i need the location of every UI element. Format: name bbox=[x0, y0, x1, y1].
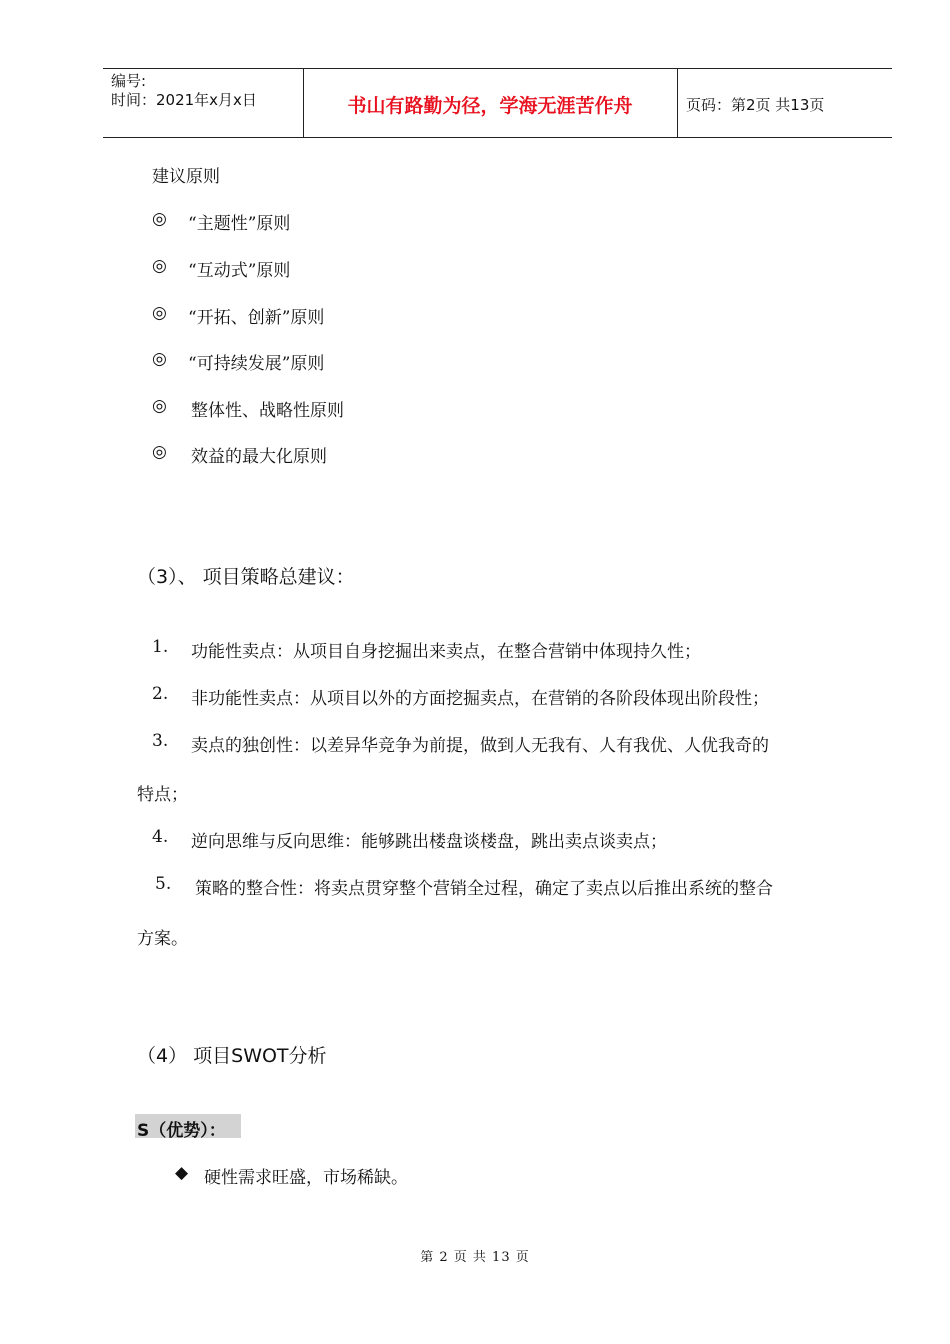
strength-text: 硬性需求旺盛，市场稀缺。 bbox=[204, 1168, 408, 1188]
principle-text: “互动式”原则 bbox=[188, 261, 291, 281]
section3-heading: （3）、 项目策略总建议： bbox=[137, 566, 355, 588]
section4-heading: （4） 项目SWOT分析 bbox=[137, 1045, 327, 1067]
principle-text: 效益的最大化原则 bbox=[191, 447, 327, 467]
item-number: 5. bbox=[155, 874, 172, 894]
principle-text: “开拓、创新”原则 bbox=[188, 308, 325, 328]
item-continuation: 特点； bbox=[137, 785, 188, 805]
page-footer: 第 2 页 共 13 页 bbox=[420, 1250, 530, 1265]
circle-bullet-icon: ◎ bbox=[152, 349, 167, 369]
header-meta bbox=[111, 72, 301, 110]
number-label: 编号: bbox=[111, 72, 147, 90]
time-label: 时间：2021年x月x日 bbox=[111, 91, 257, 109]
item-text: 逆向思维与反向思维：能够跳出楼盘谈楼盘，跳出卖点谈卖点； bbox=[191, 832, 667, 852]
header-divider bbox=[677, 69, 678, 137]
item-text: 功能性卖点：从项目自身挖掘出来卖点，在整合营销中体现持久性； bbox=[191, 642, 701, 662]
item-text: 卖点的独创性：以差异华竞争为前提，做到人无我有、人有我优、人优我奇的 bbox=[191, 736, 769, 756]
item-continuation: 方案。 bbox=[137, 929, 188, 949]
item-text: 策略的整合性：将卖点贯穿整个营销全过程，确定了卖点以后推出系统的整合 bbox=[195, 879, 773, 899]
principle-text: “主题性”原则 bbox=[188, 214, 291, 234]
item-number: 4. bbox=[152, 827, 169, 847]
circle-bullet-icon: ◎ bbox=[152, 442, 167, 462]
item-number: 2. bbox=[152, 684, 169, 704]
diamond-bullet-icon: ◆ bbox=[175, 1163, 189, 1183]
strength-label: S（优势）： bbox=[137, 1121, 226, 1141]
circle-bullet-icon: ◎ bbox=[152, 303, 167, 323]
page-label: 页码：第2页 共13页 bbox=[686, 96, 825, 114]
strength-label-box bbox=[135, 1114, 241, 1141]
page-header bbox=[103, 68, 892, 138]
item-number: 3. bbox=[152, 731, 169, 751]
item-text: 非功能性卖点：从项目以外的方面挖掘卖点，在营销的各阶段体现出阶段性； bbox=[191, 689, 769, 709]
item-number: 1. bbox=[152, 637, 169, 657]
principle-text: 整体性、战略性原则 bbox=[191, 401, 344, 421]
circle-bullet-icon: ◎ bbox=[152, 256, 167, 276]
principle-text: “可持续发展”原则 bbox=[188, 354, 325, 374]
circle-bullet-icon: ◎ bbox=[152, 396, 167, 416]
principles-title: 建议原则 bbox=[152, 167, 220, 187]
motto: 书山有路勤为径，学海无涯苦作舟 bbox=[347, 95, 633, 117]
circle-bullet-icon: ◎ bbox=[152, 209, 167, 229]
